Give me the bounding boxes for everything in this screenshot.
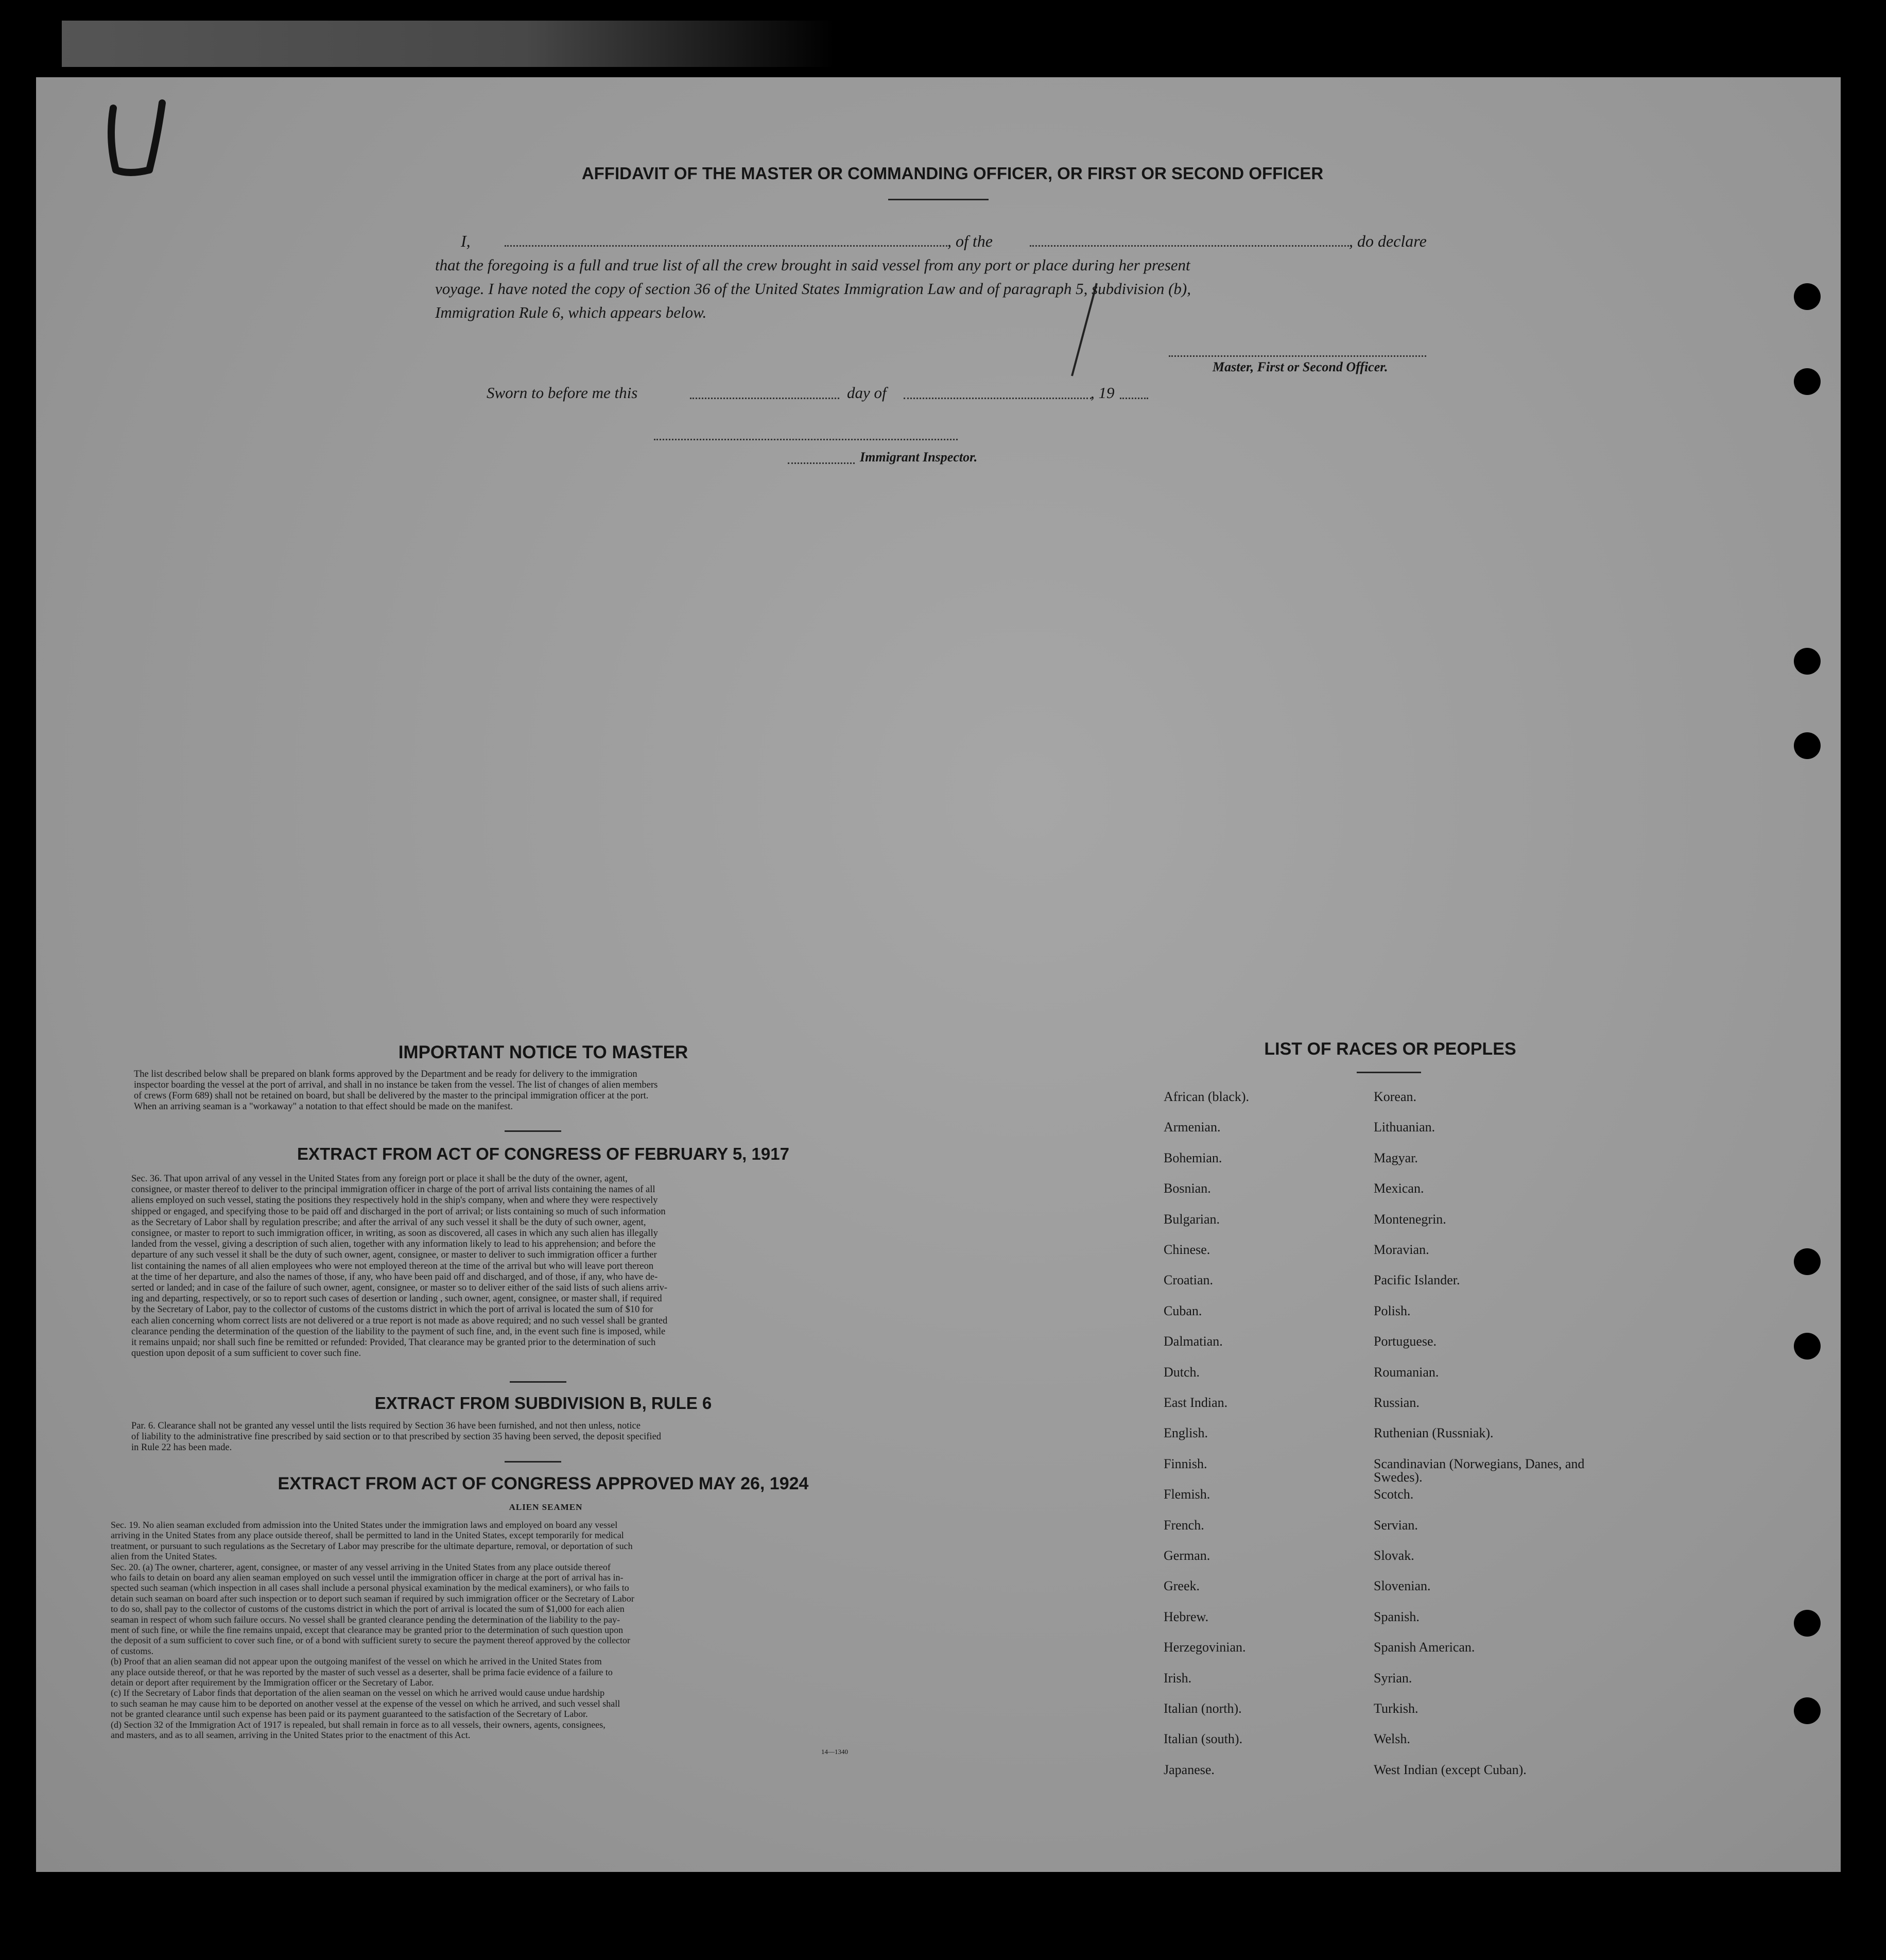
text-line: seaman in respect of whom such failure occurs. No vessel shall be granted clearance pending the determination of the liability to the pay- xyxy=(111,1614,620,1625)
text-line: list containing the names of all alien employees who were not employed thereon at the time of the arrival but who will leave port thereon xyxy=(131,1261,654,1271)
rule-6-title: EXTRACT FROM SUBDIVISION B, RULE 6 xyxy=(374,1394,712,1413)
race-item: Lithuanian. xyxy=(1374,1120,1435,1135)
race-item: Scandinavian (Norwegians, Danes, and Swedes). xyxy=(1374,1456,1585,1485)
race-item: Dutch. xyxy=(1164,1364,1200,1380)
affidavit-line-3: voyage. I have noted the copy of section 36 of the United States Immigration Law and of paragraph 5, subdivision (b), xyxy=(435,280,1191,298)
text-line: detain or deport after requirement by the Immigration officer or the Secretary of Labor. xyxy=(111,1678,434,1688)
race-item: English. xyxy=(1164,1425,1208,1441)
divider xyxy=(510,1381,566,1383)
race-item: Montenegrin. xyxy=(1374,1211,1446,1227)
text-line: spected such seaman (which inspection in all cases shall include a personal physical examination by the medical examiners), or who fails to xyxy=(111,1583,629,1593)
punch-hole xyxy=(1794,283,1821,310)
race-item: Finnish. xyxy=(1164,1456,1207,1471)
text-line: treatment, or pursuant to such regulations as the Secretary of Labor may prescribe for the ultimate departure, removal, or deportation of such xyxy=(111,1541,633,1551)
punch-hole xyxy=(1794,1610,1821,1637)
film-edge-strip xyxy=(62,21,834,67)
text-line: Sec. 19. No alien seaman excluded from admission into the United States under the immigration laws and employed on board any vessel xyxy=(111,1520,618,1530)
race-item: Italian (south). xyxy=(1164,1731,1243,1747)
race-item: Polish. xyxy=(1374,1303,1411,1318)
race-item: French. xyxy=(1164,1517,1204,1533)
vessel-line[interactable] xyxy=(1030,245,1349,247)
affidavit-text-of-the: , of the xyxy=(947,232,993,250)
divider xyxy=(1357,1072,1421,1073)
race-item: Armenian. xyxy=(1164,1120,1221,1135)
extract-1924-title: EXTRACT FROM ACT OF CONGRESS APPROVED MAY 26, 1924 xyxy=(278,1474,809,1493)
text-line: as the Secretary of Labor shall by regulation prescribe; and after the arrival of any such vessel it shall be the duty of such owner, agent, xyxy=(131,1217,646,1228)
race-item: Magyar. xyxy=(1374,1150,1418,1165)
year-line[interactable] xyxy=(1120,398,1148,399)
text-line: arriving in the United States from any place outside thereof, shall be permitted to land in the United States, except temporarily for medical xyxy=(111,1531,624,1541)
race-item: Syrian. xyxy=(1374,1670,1412,1686)
text-line: shipped or engaged, and specifying those to be paid off and discharged in the port of arrival; or lists containing so much of such information xyxy=(131,1207,666,1217)
affidavit-line-2: that the foregoing is a full and true list of all the crew brought in said vessel from any port or place during her present xyxy=(435,256,1190,274)
race-item: Scotch. xyxy=(1374,1487,1414,1502)
text-line: any place outside thereof, or that he was reported by the master of such vessel as a deserter, shall be prima facie evidence of a failure to xyxy=(111,1667,613,1677)
race-item: Japanese. xyxy=(1164,1762,1215,1777)
race-item: Servian. xyxy=(1374,1517,1418,1533)
text-line: of liability to the administrative fine prescribed by said section or to that prescribed by section 35 having been served, the deposit specified xyxy=(131,1432,662,1442)
race-item: Croatian. xyxy=(1164,1273,1214,1288)
race-item: Cuban. xyxy=(1164,1303,1202,1318)
race-item: West Indian (except Cuban). xyxy=(1374,1762,1527,1777)
text-line: each alien concerning whom correct lists are not delivered or a true report is not made as above required; and no such vessel shall be granted xyxy=(131,1316,668,1326)
text-line: by the Secretary of Labor, pay to the collector of customs of the customs district in which the port of arrival is located the sum of $10 for xyxy=(131,1305,653,1315)
master-signature-line[interactable] xyxy=(1169,355,1426,357)
race-item: Bohemian. xyxy=(1164,1150,1222,1165)
text-line: question upon deposit of a sum sufficient to cover such fine. xyxy=(131,1349,361,1359)
text-line: The list described below shall be prepared on blank forms approved by the Department and be ready for delivery to the immigration xyxy=(134,1070,637,1079)
text-line: (c) If the Secretary of Labor finds that deportation of the alien seaman on the vessel on which he arrived would cause undue hardship xyxy=(111,1688,605,1698)
punch-hole xyxy=(1794,1333,1821,1360)
race-item: Pacific Islander. xyxy=(1374,1273,1460,1288)
text-line: ment of such fine, or while the fine remains unpaid, except that clearance may be granted prior to the determination of such question upon xyxy=(111,1625,624,1635)
race-item: Slovenian. xyxy=(1374,1578,1431,1594)
punch-hole xyxy=(1794,368,1821,395)
race-item: Dalmatian. xyxy=(1164,1334,1223,1349)
text-line: of crews (Form 689) shall not be retained on board, but shall be delivered by the master to the principal immigration officer at the port. xyxy=(134,1091,649,1101)
race-item: East Indian. xyxy=(1164,1395,1228,1410)
race-item: Turkish. xyxy=(1374,1701,1418,1716)
text-line: to do so, shall pay to the collector of customs of the customs district in which the port of arrival is located the sum of $1,000 for each alien xyxy=(111,1604,625,1614)
text-line: landed from the vessel, giving a description of such alien, together with any information likely to lead to his apprehension; and before the xyxy=(131,1240,656,1250)
text-line: inspector boarding the vessel at the port of arrival, and shall in no instance be taken from the vessel. The list of changes of alien members xyxy=(134,1080,658,1090)
text-line: not be granted clearance until such expense has been paid or its payment guaranteed to the satisfaction of the Secretary of Labor. xyxy=(111,1709,588,1720)
race-item: Spanish American. xyxy=(1374,1640,1475,1655)
race-item: Slovak. xyxy=(1374,1548,1414,1563)
master-signature-label: Master, First or Second Officer. xyxy=(1213,359,1388,374)
text-line: consignee, or master thereof to deliver to the principal immigration officer in charge of the port of arrival lists containing the names of all xyxy=(131,1185,655,1195)
divider xyxy=(505,1461,561,1463)
race-item: Bulgarian. xyxy=(1164,1211,1220,1227)
race-item: Korean. xyxy=(1374,1089,1417,1104)
race-item: Flemish. xyxy=(1164,1487,1210,1502)
punch-hole xyxy=(1794,1248,1821,1275)
race-item: Ruthenian (Russniak). xyxy=(1374,1425,1494,1441)
affidavit-text-declare: , do declare xyxy=(1349,232,1427,250)
race-item: German. xyxy=(1164,1548,1210,1563)
text-line: ing and departing, respectively, or so to report such cases of desertion or landing , such owner, agent, consignee, or master shall, if required xyxy=(131,1294,662,1304)
year-text: , 19 xyxy=(1091,384,1115,402)
text-line: departure of any such vessel it shall be the duty of such owner, agent, consignee, or master to deliver to such immigration officer a further xyxy=(131,1250,657,1261)
text-line: alien from the United States. xyxy=(111,1552,217,1562)
text-line: serted or landed; and in case of the failure of such owner, agent, consignee, or master so to deliver either of the said lists of such aliens arriv- xyxy=(131,1283,668,1293)
text-line: to such seaman he may cause him to be deported on another vessel at the expense of the vessel on which he arrived, and such vessel shall xyxy=(111,1698,620,1709)
text-line: Sec. 36. That upon arrival of any vessel in the United States from any foreign port or place it shall be the duty of the owner, agent, xyxy=(131,1174,628,1184)
affidavit-title: AFFIDAVIT OF THE MASTER OR COMMANDING OFFICER, OR FIRST OR SECOND OFFICER xyxy=(581,164,1324,183)
inspector-signature-line[interactable] xyxy=(654,439,958,440)
text-line: When an arriving seaman is a "workaway" a notation to that effect should be made on the manifest. xyxy=(134,1102,513,1112)
race-item: African (black). xyxy=(1164,1089,1250,1104)
race-item: Italian (north). xyxy=(1164,1701,1242,1716)
race-item: Hebrew. xyxy=(1164,1609,1209,1624)
form-number: 14—1340 xyxy=(821,1748,848,1756)
sworn-month-line[interactable] xyxy=(904,398,1092,399)
race-item: Moravian. xyxy=(1374,1242,1429,1257)
handwritten-mark xyxy=(93,93,185,185)
text-line: the deposit of a sum sufficient to cover such fine, or of a bond with sufficient surety to secure the payment thereof approved by the collector xyxy=(111,1636,631,1646)
races-title: LIST OF RACES OR PEOPLES xyxy=(1264,1039,1516,1059)
alien-seamen-subtitle: ALIEN SEAMEN xyxy=(509,1502,583,1512)
text-line: in Rule 22 has been made. xyxy=(131,1443,232,1453)
text-line: who fails to detain on board any alien seaman employed on such vessel until the immigration officer in charge at the port of arrival has in- xyxy=(111,1573,624,1583)
race-item: Welsh. xyxy=(1374,1731,1410,1747)
text-line: consignee, or master to report to such immigration officer, in writing, as soon as discovered, all cases in which any such alien has illegally xyxy=(131,1229,658,1239)
text-line: of customs. xyxy=(111,1646,153,1656)
notice-title: IMPORTANT NOTICE TO MASTER xyxy=(398,1042,688,1062)
sworn-day-line[interactable] xyxy=(690,398,839,399)
race-item: Herzegovinian. xyxy=(1164,1640,1246,1655)
inspector-label: Immigrant Inspector. xyxy=(860,450,978,465)
punch-hole xyxy=(1794,1697,1821,1724)
inspector-prefix-line xyxy=(788,462,855,464)
affidavit-text-i: I, xyxy=(461,232,471,250)
name-line[interactable] xyxy=(505,245,947,247)
race-item: Roumanian. xyxy=(1374,1364,1439,1380)
text-line: at the time of her departure, and also the names of those, if any, who have been paid off and discharged, and of those, if any, who have de- xyxy=(131,1272,658,1282)
day-of-text: day of xyxy=(847,384,887,402)
text-line: aliens employed on such vessel, stating the positions they respectively hold in the ship's company, when and where they were respectively xyxy=(131,1196,658,1206)
affidavit-line-4: Immigration Rule 6, which appears below. xyxy=(435,303,707,321)
race-item: Greek. xyxy=(1164,1578,1200,1594)
race-item: Bosnian. xyxy=(1164,1181,1211,1196)
extract-1917-title: EXTRACT FROM ACT OF CONGRESS OF FEBRUARY 5, 1917 xyxy=(297,1144,789,1163)
text-line: clearance pending the determination of the question of the liability to the payment of such fine, and, in the event such fine is imposed, while xyxy=(131,1327,666,1337)
text-line: detain such seaman on board after such inspection or to deport such seaman if required by such immigration officer or the Secretary of Labor xyxy=(111,1593,634,1604)
race-item: Spanish. xyxy=(1374,1609,1420,1624)
text-line: (d) Section 32 of the Immigration Act of 1917 is repealed, but shall remain in force as to all vessels, their owners, agents, consignees, xyxy=(111,1720,605,1730)
divider xyxy=(888,199,989,200)
punch-hole xyxy=(1794,732,1821,759)
race-item: Irish. xyxy=(1164,1670,1192,1686)
race-item: Mexican. xyxy=(1374,1181,1424,1196)
text-line: (b) Proof that an alien seaman did not appear upon the outgoing manifest of the vessel on which he arrived in the United States from xyxy=(111,1657,602,1667)
text-line: Sec. 20. (a) The owner, charterer, agent, consignee, or master of any vessel arriving in the United States from any place outside thereof xyxy=(111,1562,611,1572)
divider xyxy=(505,1130,561,1132)
sworn-text: Sworn to before me this xyxy=(487,384,638,402)
race-item: Russian. xyxy=(1374,1395,1420,1410)
race-item: Portuguese. xyxy=(1374,1334,1437,1349)
text-line: Par. 6. Clearance shall not be granted any vessel until the lists required by Section 36 have been furnished, and not then unless, notice xyxy=(131,1421,641,1431)
race-item: Chinese. xyxy=(1164,1242,1210,1257)
text-line: and masters, and as to all seamen, arriving in the United States prior to the enactment of this Act. xyxy=(111,1730,471,1740)
punch-hole xyxy=(1794,648,1821,675)
text-line: it remains unpaid; nor shall such fine be remitted or refunded: Provided, That clearance may be granted prior to the determination of such xyxy=(131,1338,656,1348)
